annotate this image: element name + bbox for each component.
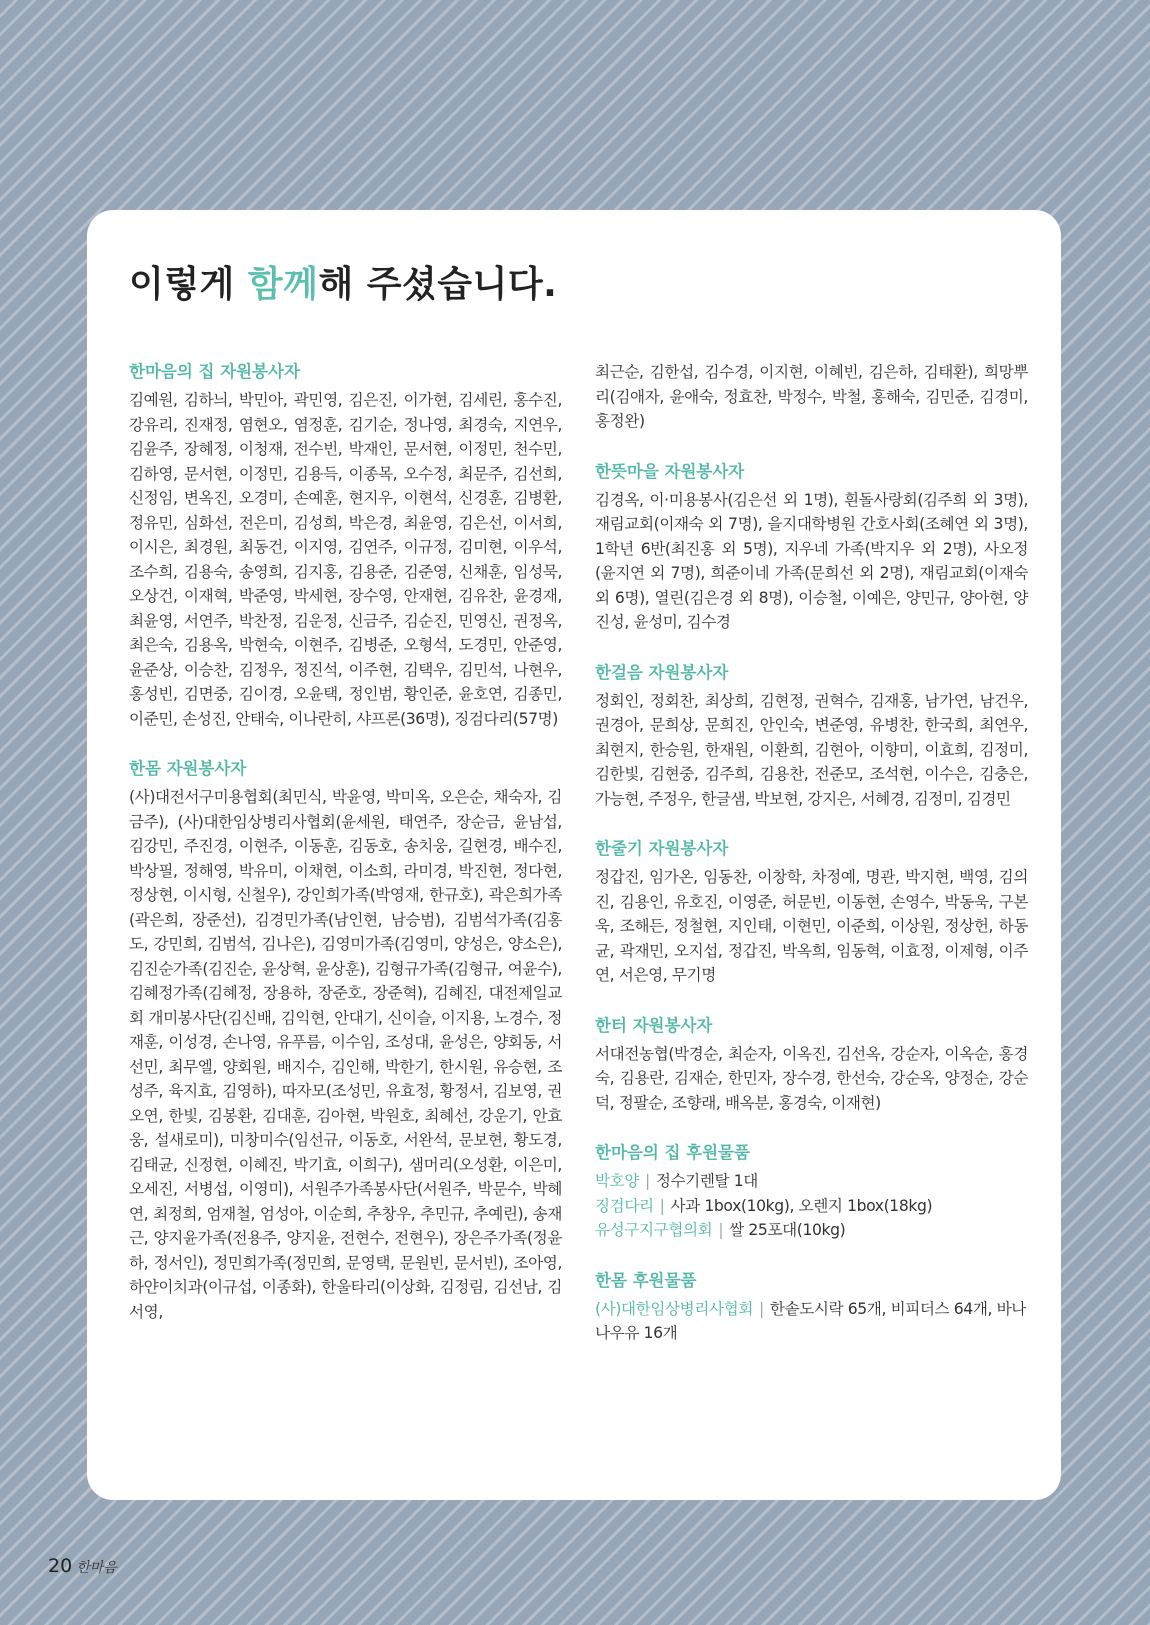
donor-name: 박호양 [595,1172,639,1190]
section-title: 한몸 자원봉사자 [129,759,247,778]
donation-line [595,1297,1028,1346]
donor-name: (사)대한임상병리사협회 [595,1299,754,1318]
donor-name: 징검다리 [595,1196,654,1215]
donation-item: 사과 1box(10kg), 오렌지 1box(18kg) [670,1196,933,1215]
section-hanmom-volunteers [129,757,562,1324]
section-body: 김경옥, 이·미용봉사(김은선 외 1명), 흰돌사랑회(김주희 외 3명), 재림교회(이재숙 외 7명), 을지대학병원 간호사회(조혜연 외 3명), 1학년 6반(최진홍 외 5명), 지우네 가족(박지우 외 2명), 사오정(윤지연 외 7명), 희준이네 가족(문희선 외 2명), 재림교회(이재숙 외 6명), 열린(김은경 외 8명), 이승철, 이예은, 양민규, 양아현, 양진성, 윤성미, 김수경 [595,490,1028,631]
separator-bar: | [659,1196,665,1215]
section-title: 한뜻마을 자원봉사자 [595,461,745,481]
donation-item: 쌀 25포대(10kg) [729,1221,846,1239]
page-footer [48,1555,117,1577]
separator-bar: | [645,1172,650,1190]
donation-item: 정수기렌탈 1대 [655,1172,758,1190]
content-card [87,210,1061,1500]
donor-name: 유성구지구협의회 [595,1221,713,1239]
section-hangeoreum-volunteers [595,661,1028,812]
separator-bar: | [718,1221,724,1239]
donation-line [595,1194,1028,1219]
magazine-logo: 한마음 [76,1560,117,1576]
section-title: 한몸 후원물품 [595,1270,697,1290]
section-body: 김예원, 김하늬, 박민아, 곽민영, 김은진, 이가현, 김세린, 홍수진, 강유리, 진재정, 염현오, 염정훈, 김기순, 정나영, 최경숙, 지연우, 김윤주, 장혜정, 이청재, 전수빈, 박재인, 문서현, 이정민, 천수민, 김하영, 문서현, 이정민, 김용득, 이종목, 오수정, 최문주, 김선희, 신정임, 변옥진, 오경미, 손예훈, 현지우, 이현석, 신경훈, 김병환, 정유민, 심화선, 전은미, 김성희, 박은경, 최윤영, 김은선, 이서희, 이시은, 최경원, 최동건, 이지영, 김연주, 이규정, 김미현, 이우석, 조수희, 김용숙, 송영희, 김지홍, 김용준, 김준영, 신채훈, 임성묵, 오상건, 이재혁, 박준영, 박세현, 장수영, 안재현, 김유찬, 윤경재, 최윤영, 서연주, 박찬정, 김운정, 신금주, 김순진, 민영신, 권정옥, 최은숙, 김용옥, 박현숙, 이현주, 김병준, 오형석, 도경민, 안준영, 윤준상, 이승찬, 김정우, 정진석, 이주현, 김택우, 김민석, 나현우, 홍성빈, 김면중, 김이경, 오윤택, 정인범, 황인준, 윤호연, 김종민, 이준민, 손성진, 안태숙, 이나란히, 샤프론(36명), 징검다리(57명) [129,391,562,728]
section-body: 정갑진, 임가온, 임동찬, 이창학, 차정예, 명관, 박지현, 백영, 김의진, 김용인, 유호진, 이영준, 허문빈, 이동현, 손영수, 박동욱, 구본욱, 조해든, 정철현, 지인태, 이현민, 이준희, 이상원, 정상헌, 하동균, 곽재민, 오지섭, 정갑진, 박옥희, 임동혁, 이효정, 이제형, 이주연, 서은영, 무기명 [595,868,1028,984]
section-hanmaeum-volunteers [129,360,562,731]
title-accent: 함께 [247,264,319,305]
section-hanjulgi-volunteers [595,837,1028,988]
donation-item: 한솥도시락 65개, 비피더스 64개, 바나나우유 16개 [595,1299,1026,1342]
page-number: 20 [48,1555,73,1577]
page-title: 이렇게 함께해 주셨습니다. [129,264,558,305]
section-title: 한터 자원봉사자 [595,1015,713,1035]
section-body: (사)대전서구미용협회(최민식, 박윤영, 박미옥, 오은순, 채숙자, 김금주), (사)대한임상병리사협회(윤세원, 태연주, 장순금, 윤남섭, 김강민, 주진경, 이현주, 이동훈, 김동호, 송치웅, 길현경, 배수진, 박상필, 정해영, 박유미, 이채현, 이소희, 라미경, 박진현, 정다현, 정상현, 이시형, 신철우), 강인희가족(박영재, 한규호), 곽은희가족(곽은희, 장준선), 김경민가족(남인현, 남승범), 김범석가족(김홍도, 강민희, 김범석, 김나은), 김영미가족(김영미, 양성은, 양소은), 김진순가족(김진순, 윤상혁, 윤상훈), 김형규가족(김형규, 여윤수), 김혜정가족(김혜정, 장용하, 장준호, 장준혁), 김혜진, 대전제일교회 개미봉사단(김신배, 김익현, 안대기, 신이슬, 이지용, 노경수, 정재훈, 이성경, 손나영, 유푸름, 이수임, 조성대, 윤성은, 양회동, 서선민, 최무엘, 양회원, 배지수, 김인해, 박한기, 한시원, 유승현, 조성주, 육지효, 김영하), 따자모(조성민, 유효정, 황정서, 김보영, 권오연, 한빛, 김봉환, 김대훈, 김아현, 박원호, 최혜선, 강운기, 안효웅, 설새로미), 미창미수(임선규, 이동호, 서완석, 문보현, 황도경, 김태균, 신정현, 이혜진, 박기효, 이희구), 샘머리(오성환, 이은미, 오세진, 서병섭, 이영미), 서원주가족봉사단(서원주, 박문수, 박혜연, 최정희, 엄재철, 엄성아, 이순희, 추창우, 추민규, 추예린), 송재근, 양지윤가족(전용주, 양지윤, 전현수, 전현우), 장은주가족(정윤하, 정서인), 정민희가족(정민희, 문영택, 문원빈, 문서빈), 조아영, 하얀이치과(이규섭, 이종화), 한울타리(이상화, 김정림, 김선남, 김서영, [129,788,562,1321]
section-title: 한마음의 집 후원물품 [595,1143,750,1162]
section-title: 한걸음 자원봉사자 [595,662,729,682]
separator-bar: | [759,1299,764,1318]
section-hanmaeum-donations [595,1141,1028,1243]
donation-line [595,1218,1028,1243]
section-continued [595,360,1028,434]
section-hantteut-volunteers [595,460,1028,635]
donation-line [595,1169,1028,1194]
section-hanmom-donations [595,1269,1028,1346]
section-body: 서대전농협(박경순, 최순자, 이옥진, 김선옥, 강순자, 이옥순, 홍경숙, 김용란, 김재순, 한민자, 장수경, 한선숙, 강순옥, 양정순, 강순덕, 정팔순, 조향래, 배옥분, 홍경숙, 이재현) [595,1044,1028,1112]
left-column [129,360,562,1350]
section-body: 정회인, 정회찬, 최상희, 김현정, 권혁수, 김재홍, 남가연, 남건우, 권경아, 문희상, 문희진, 안인숙, 변준영, 유병찬, 한국희, 최연우, 최현지, 한승원, 한재원, 이환희, 김현아, 이향미, 이효희, 김정미, 김한빛, 김현중, 김주희, 김용찬, 전준모, 조석현, 이수은, 김충은, 가능현, 주정우, 한글샘, 박보현, 강지은, 서혜경, 김정미, 김경민 [595,691,1028,808]
section-title: 한마음의 집 자원봉사자 [129,362,300,381]
section-hanteo-volunteers [595,1014,1028,1116]
section-title: 한줄기 자원봉사자 [595,839,729,858]
section-body: 최근순, 김한섭, 김수경, 이지현, 이혜빈, 김은하, 김태환), 희망뿌리(김애자, 윤애숙, 정효찬, 박정수, 박철, 홍해숙, 김민준, 김경미, 홍정완) [595,363,1028,430]
right-column [595,360,1028,1372]
